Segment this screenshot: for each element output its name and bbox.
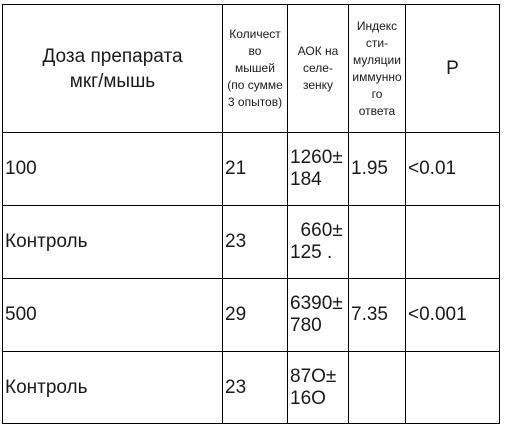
header-row [3,5,500,133]
aok-error: 16О [290,387,326,409]
dose-cell: 500 [3,279,223,352]
aok-cell [288,206,349,279]
header-aok [288,5,349,133]
header-aok-line: АОК на [297,44,339,58]
header-dose [3,5,223,133]
header-index-line: иммунно [352,69,402,84]
dose-cell: 100 [3,133,223,206]
header-mice-line: Количест [229,27,281,41]
header-aok-line: селе- [303,61,333,75]
aok-error: 780 [290,315,322,336]
header-dose-line: мкг/мышь [69,70,156,92]
aok-cell [288,133,349,206]
mice-count-cell: 23 [223,352,288,424]
header-stimulation-index [349,5,406,133]
mice-count-cell: 21 [223,133,288,206]
p-value-cell: <0.01 [406,133,500,206]
table-row [3,133,500,206]
header-aok-line: зенку [302,78,334,92]
header-index-line: го [371,86,383,101]
stimulation-index-cell [349,352,406,424]
header-index-line: муляции [353,52,401,67]
aok-error: 184 [290,169,322,190]
header-mice-line: (по сумме [227,78,283,92]
mice-count-cell: 29 [223,279,288,352]
aok-value: 87О± [290,365,337,387]
table-row [3,206,500,279]
aok-cell [288,279,349,352]
aok-value: 660± [290,220,343,241]
header-mice-line: во [248,44,262,58]
header-mice-line: мышей [235,61,275,75]
stimulation-index-cell [349,206,406,279]
header-index-line: ответа [358,103,396,118]
table-row [3,352,500,424]
mice-count-cell: 23 [223,206,288,279]
p-value-cell [406,352,500,424]
aok-value: 1260± [290,147,343,168]
header-mice-count [223,5,288,133]
p-value-cell: <0.001 [406,279,500,352]
dose-cell: Контроль [3,352,223,424]
stimulation-index-cell: 7.35 [349,279,406,352]
aok-cell [288,352,349,424]
header-p-value: P [406,5,500,133]
table-row [3,279,500,352]
header-dose-line: Доза препарата [42,45,183,67]
aok-value: 6390± [290,293,343,314]
header-index-line: Индекс [356,18,398,33]
dose-cell: Контроль [3,206,223,279]
header-mice-line: 3 опытов) [227,95,283,109]
results-table [2,4,500,424]
header-index-line: сти- [365,35,389,50]
stimulation-index-cell: 1.95 [349,133,406,206]
p-value-cell [406,206,500,279]
aok-error: 125 . [290,242,333,263]
